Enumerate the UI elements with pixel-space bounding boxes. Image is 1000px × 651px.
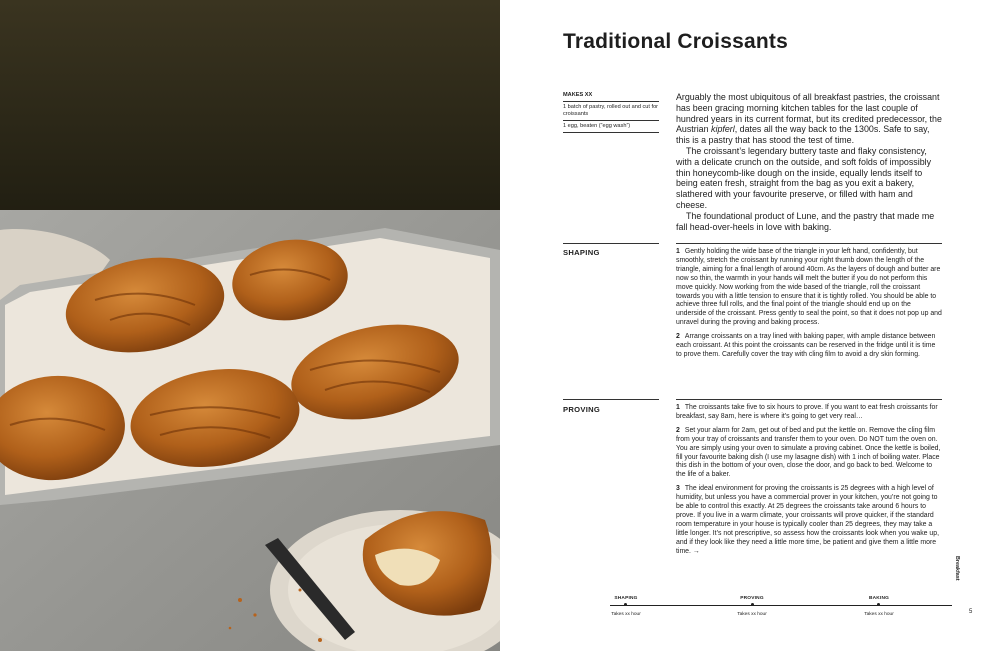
timeline-duration: Takes xx hour — [864, 612, 894, 617]
proving-steps — [676, 404, 942, 562]
proving-step — [676, 404, 942, 422]
step-number: 1 — [676, 404, 680, 411]
intro-text-part: Arguably the most ubiquitous of all breakfast pastries, the croissant has been gracing morning kitchen tables for the last couple of hundred years in its current format, but its credited predecessor, the Austrian — [676, 92, 942, 135]
timeline-label: SHAPING — [614, 596, 638, 601]
shaping-step — [676, 248, 942, 328]
ingredient-item: 1 batch of pastry, rolled out and cut for croissants — [563, 102, 659, 121]
timeline-label: BAKING — [868, 596, 890, 601]
proving-heading: PROVING — [563, 405, 601, 414]
intro-text-part: , dates all the way back to the 1300s. Safe to say, this is a pastry that has stood the test of time. — [676, 124, 930, 146]
section-tab-label: Breakfast — [954, 556, 960, 581]
proving-step — [676, 485, 942, 556]
step-text: Set your alarm for 2am, get out of bed and put the kettle on. Remove the cling film from your tray of croissants and transfer them to your oven. Do NOT turn the oven on. You are simply using your oven to simulate a proving cabinet. Once the kettle is boiled, fill your favourite baking dish (I use my lasagne dish) with 1 inch of boiling water. Place this dish in the bottom of your oven, close the door, and go back to bed. Welcome to the life of a baker. — [676, 426, 941, 479]
step-number: 2 — [676, 333, 680, 341]
step-number: 3 — [676, 485, 680, 493]
step-text: Gently holding the wide base of the triangle in your left hand, confidently, but smoothly, stretch the croissant by running your right thumb down the length of the triangle, aiming for a final length of around 40cm. As the layers of dough and butter are now so thin, the warmth in your hands will melt the butter if you do not perform this move quickly. Now working from the wide based of the triangle, roll the croissant towards you with a little tension to ensure that it is tightly rolled. You should be able to achieve three full rolls, and the final point of the triangle should end up on the underside of the croissant. Press gently to seal the point, so that it does not pop up and unravel during the proving and baking process. — [676, 248, 942, 327]
section-divider — [563, 243, 659, 244]
timeline-duration: Takes xx hour — [611, 612, 641, 617]
intro-text — [676, 92, 942, 232]
shaping-steps — [676, 248, 942, 365]
intro-paragraph — [676, 92, 942, 146]
ingredient-list — [563, 92, 659, 133]
step-text: The ideal environment for proving the croissants is 25 degrees with a high level of humidity, but unless you have a commercial prover in your kitchen, you’re not going to be able to control this exactly. At 25 degrees the croissants take around 6 hours to prove. If you live in a warm climate, your croissants will prove quicker, if the standard room temperature in your house is typically cooler than 25 degrees, they may take a little longer. It’s not prescriptive, so assess how the croissants look when you wake up, and if they look like they need a little more time, be patient and give them a little more time. → — [676, 485, 939, 555]
timeline-proving — [707, 596, 797, 617]
shaping-step — [676, 333, 942, 360]
section-divider — [676, 399, 942, 400]
proving-step — [676, 427, 942, 480]
page-number: 5 — [969, 609, 973, 615]
step-text: The croissants take five to six hours to prove. If you want to eat fresh croissants for breakfast, say 8am, here is where it’s going to get very real… — [676, 404, 938, 420]
timeline-baking — [834, 596, 924, 617]
timeline-duration: Takes xx hour — [737, 612, 767, 617]
step-number: 1 — [676, 248, 680, 255]
section-divider — [676, 243, 942, 244]
yield-label: MAKES XX — [563, 92, 659, 102]
step-number: 2 — [676, 426, 680, 434]
timeline-label: PROVING — [740, 596, 764, 601]
intro-paragraph: The croissant’s legendary buttery taste and flaky consistency, with a delicate crunch on the outside, and soft folds of impossibly thin honeycomb-like dough on the inside, equally lends itself to being eaten fresh, straight from the bag as you exit a bakery, slathered with your favourite preserve, or filled with ham and cheese. — [676, 145, 932, 210]
ingredient-item: 1 egg, beaten (“egg wash”) — [563, 121, 659, 133]
timeline-shaping — [581, 596, 671, 617]
step-text: Arrange croissants on a tray lined with baking paper, with ample distance between each croissant. At this point the croissants can be reserved in the fridge until it is time to prove them. Carefully cover the tray with cling film to avoid a dry skin forming. — [676, 333, 936, 358]
shaping-heading: SHAPING — [563, 248, 600, 257]
wall-backdrop — [0, 0, 500, 240]
intro-emphasis: kipferl — [711, 124, 735, 135]
intro-paragraph: The foundational product of Lune, and the pastry that made me fall head-over-heels in love with baking. — [676, 210, 935, 232]
recipe-page — [500, 0, 1000, 651]
section-divider — [563, 399, 659, 400]
recipe-title: Traditional Croissants — [563, 30, 788, 53]
